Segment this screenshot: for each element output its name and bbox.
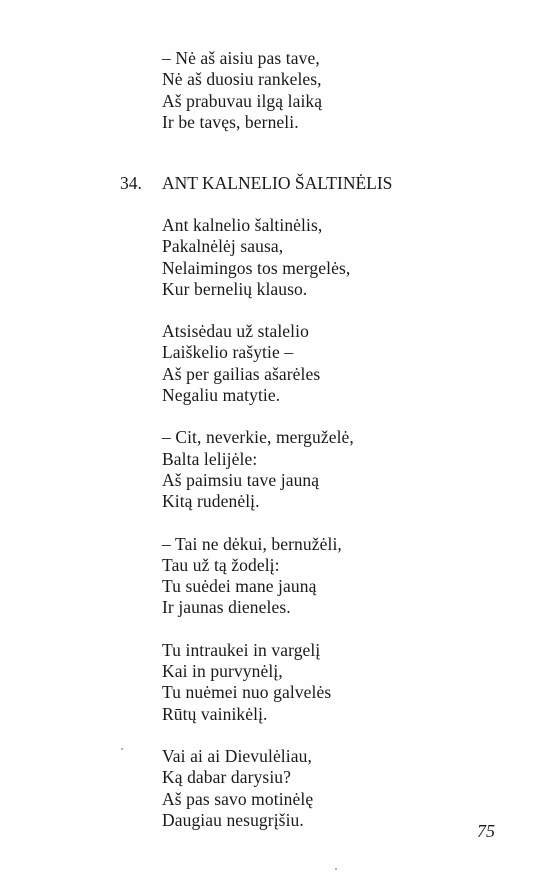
verse-line: – Cit, neverkie, merguželė,: [162, 427, 354, 448]
stanza: [162, 534, 354, 619]
verse-line: Ir jaunas dieneles.: [162, 597, 291, 618]
verse-line: Negaliu matytie.: [162, 385, 281, 406]
verse-line: – Tai ne dėkui, bernužėli,: [162, 533, 342, 554]
verse-line: Kur bernelių klauso.: [162, 278, 308, 299]
verse-line: Tu intraukei in vargelį: [162, 639, 321, 660]
verse-line: Aš paimsiu tave jauną: [162, 469, 320, 490]
verse-line: Ir be tavęs, berneli.: [162, 111, 299, 132]
print-speck: [335, 868, 337, 870]
verse-line: Tu suėdei mane jauną: [162, 576, 317, 597]
stanza: [162, 215, 354, 300]
song-heading: [120, 172, 392, 194]
verse-line: Tu nuėmei nuo galvelės: [162, 682, 332, 703]
verse-line: Aš prabuvau ilgą laiką: [162, 90, 323, 111]
verse-line: Tau už tą žodelį:: [162, 554, 280, 575]
verse-line: Aš pas savo motinėlę: [162, 788, 314, 809]
stanza: [162, 427, 354, 512]
song-number: 34.: [120, 173, 142, 193]
verse-line: Nelaimingos tos mergelės,: [162, 257, 351, 278]
print-speck: [121, 748, 123, 750]
stanza: [162, 48, 322, 133]
verse-line: Balta lelijėle:: [162, 448, 258, 469]
verse-line: Atsisėdau už stalelio: [162, 321, 309, 342]
stanza: [162, 746, 354, 831]
verse-line: Kitą rudenėlį.: [162, 491, 260, 512]
song-body: [162, 215, 354, 831]
song-title: ANT KALNELIO ŠALTINĖLIS: [162, 173, 393, 193]
intro-stanza: [162, 48, 322, 133]
verse-line: Kai in purvynėlį,: [162, 661, 283, 682]
stanza: [162, 640, 354, 725]
page-number: 75: [477, 821, 495, 841]
verse-line: Ant kalnelio šaltinėlis,: [162, 215, 323, 235]
verse-line: Vai ai ai Dievulėliau,: [162, 745, 312, 766]
verse-line: Pakalnėlėj sausa,: [162, 236, 284, 257]
verse-line: Aš per gailias ašarėles: [162, 363, 321, 384]
verse-line: Daugiau nesugrįšiu.: [162, 809, 304, 830]
verse-line: Laiškelio rašytie –: [162, 342, 294, 363]
verse-line: Ką dabar darysiu?: [162, 767, 292, 788]
verse-line: Rūtų vainikėlį.: [162, 703, 268, 724]
verse-line: Nė aš duosiu rankeles,: [162, 69, 322, 90]
verse-line: – Nė aš aisiu pas tave,: [162, 48, 320, 68]
stanza: [162, 321, 354, 406]
